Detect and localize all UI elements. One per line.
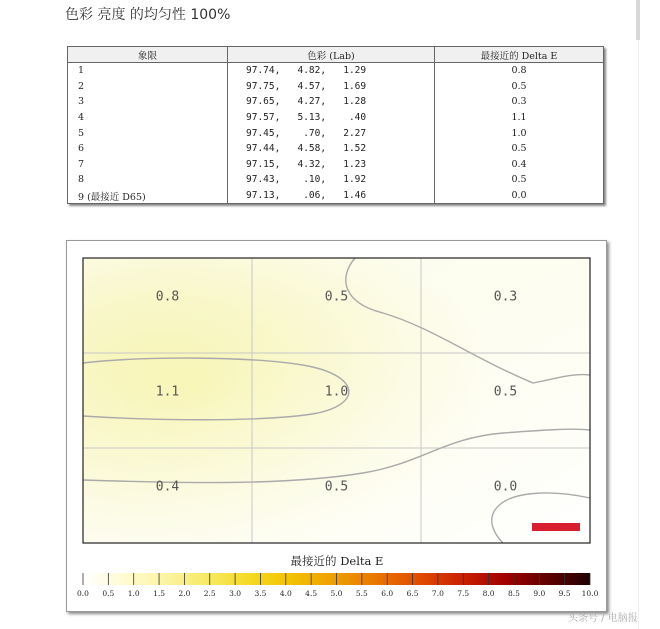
- lab-cell: 97.75, 4.57, 1.69: [228, 79, 435, 95]
- table-row: [68, 157, 604, 173]
- delta-e-cell: 0.5: [435, 141, 604, 157]
- scale-tick-label: 4.5: [305, 589, 318, 598]
- table-row: [68, 63, 604, 79]
- d65-marker: [532, 523, 580, 531]
- cell-value: 0.3: [493, 289, 518, 305]
- quadrant-cell: 4: [68, 110, 228, 126]
- scale-tick-label: 5.0: [330, 589, 343, 598]
- scale-tick-label: 3.5: [254, 589, 267, 598]
- scale-tick-label: 9.0: [533, 589, 546, 598]
- delta-e-cell: 0.5: [435, 172, 604, 188]
- table-row: [68, 110, 604, 126]
- scale-tick-label: 7.0: [431, 589, 444, 598]
- delta-e-cell: 1.0: [435, 125, 604, 141]
- delta-e-cell: 0.8: [435, 63, 604, 79]
- cell-value: 0.8: [155, 289, 180, 305]
- footer-watermark: 头条号 / 电脑报: [568, 613, 638, 624]
- scale-tick-label: 9.5: [558, 589, 571, 598]
- scale-tick-label: 4.0: [279, 589, 292, 598]
- scale-tick-label: 8.5: [507, 589, 520, 598]
- lab-cell: 97.44, 4.58, 1.52: [228, 141, 435, 157]
- cell-value: 0.0: [493, 479, 518, 495]
- lab-cell: 97.65, 4.27, 1.28: [228, 94, 435, 110]
- table-row: [68, 94, 604, 110]
- table-header-row: [68, 47, 604, 63]
- quadrant-cell: 7: [68, 157, 228, 173]
- scale-tick-label: 5.5: [355, 589, 368, 598]
- scale-tick-label: 6.5: [406, 589, 419, 598]
- scale-tick-label: 1.0: [127, 589, 140, 598]
- scale-tick-label: 10.0: [581, 589, 599, 598]
- table-row: [68, 79, 604, 95]
- table-row: [68, 141, 604, 157]
- scrollbar-track: [638, 0, 639, 629]
- scale-tick-label: 7.5: [457, 589, 470, 598]
- lab-cell: 97.45, .70, 2.27: [228, 125, 435, 141]
- scale-tick-label: 0.0: [77, 589, 89, 598]
- lab-cell: 97.15, 4.32, 1.23: [228, 157, 435, 173]
- quadrant-cell: 8: [68, 172, 228, 188]
- header-lab: 色彩 (Lab): [228, 47, 435, 63]
- uniformity-chart: [67, 241, 606, 611]
- delta-e-cell: 1.1: [435, 110, 604, 126]
- chart-frame: [66, 240, 607, 612]
- quadrant-cell: 2: [68, 79, 228, 95]
- cell-value: 0.4: [155, 479, 180, 495]
- quadrant-cell: 3: [68, 94, 228, 110]
- lab-table: [67, 46, 604, 204]
- quadrant-cell: 6: [68, 141, 228, 157]
- cell-value: 0.5: [324, 479, 349, 495]
- quadrant-cell: 1: [68, 63, 228, 79]
- cell-value: 1.0: [324, 384, 349, 400]
- scale-tick-label: 6.0: [381, 589, 394, 598]
- table-row: [68, 188, 604, 204]
- scale-title: 最接近的 Delta E: [290, 554, 384, 568]
- cell-value: 0.5: [324, 289, 349, 305]
- lab-cell: 97.13, .06, 1.46: [228, 188, 435, 204]
- lab-cell: 97.43, .10, 1.92: [228, 172, 435, 188]
- header-quadrant: 象限: [68, 47, 228, 63]
- scale-tick-label: 0.5: [102, 589, 115, 598]
- lab-cell: 97.57, 5.13, .40: [228, 110, 435, 126]
- delta-e-cell: 0.4: [435, 157, 604, 173]
- table-row: [68, 125, 604, 141]
- cell-value: 0.5: [493, 384, 518, 400]
- delta-e-cell: 0.0: [435, 188, 604, 204]
- scale-tick-label: 8.0: [482, 589, 495, 598]
- page-title: 色彩 亮度 的均匀性 100%: [65, 7, 231, 23]
- scrollbar-thumb[interactable]: [636, 0, 640, 40]
- header-delta-e: 最接近的 Delta E: [435, 47, 604, 63]
- scale-tick-label: 2.5: [203, 589, 216, 598]
- cell-value: 1.1: [155, 384, 180, 400]
- quadrant-cell: 9 (最接近 D65): [68, 188, 228, 204]
- delta-e-cell: 0.3: [435, 94, 604, 110]
- scale-tick-label: 2.0: [178, 589, 191, 598]
- table-row: [68, 172, 604, 188]
- quadrant-cell: 5: [68, 125, 228, 141]
- delta-e-cell: 0.5: [435, 79, 604, 95]
- scale-tick-label: 1.5: [153, 589, 166, 598]
- scale-tick-label: 3.0: [229, 589, 242, 598]
- lab-cell: 97.74, 4.82, 1.29: [228, 63, 435, 79]
